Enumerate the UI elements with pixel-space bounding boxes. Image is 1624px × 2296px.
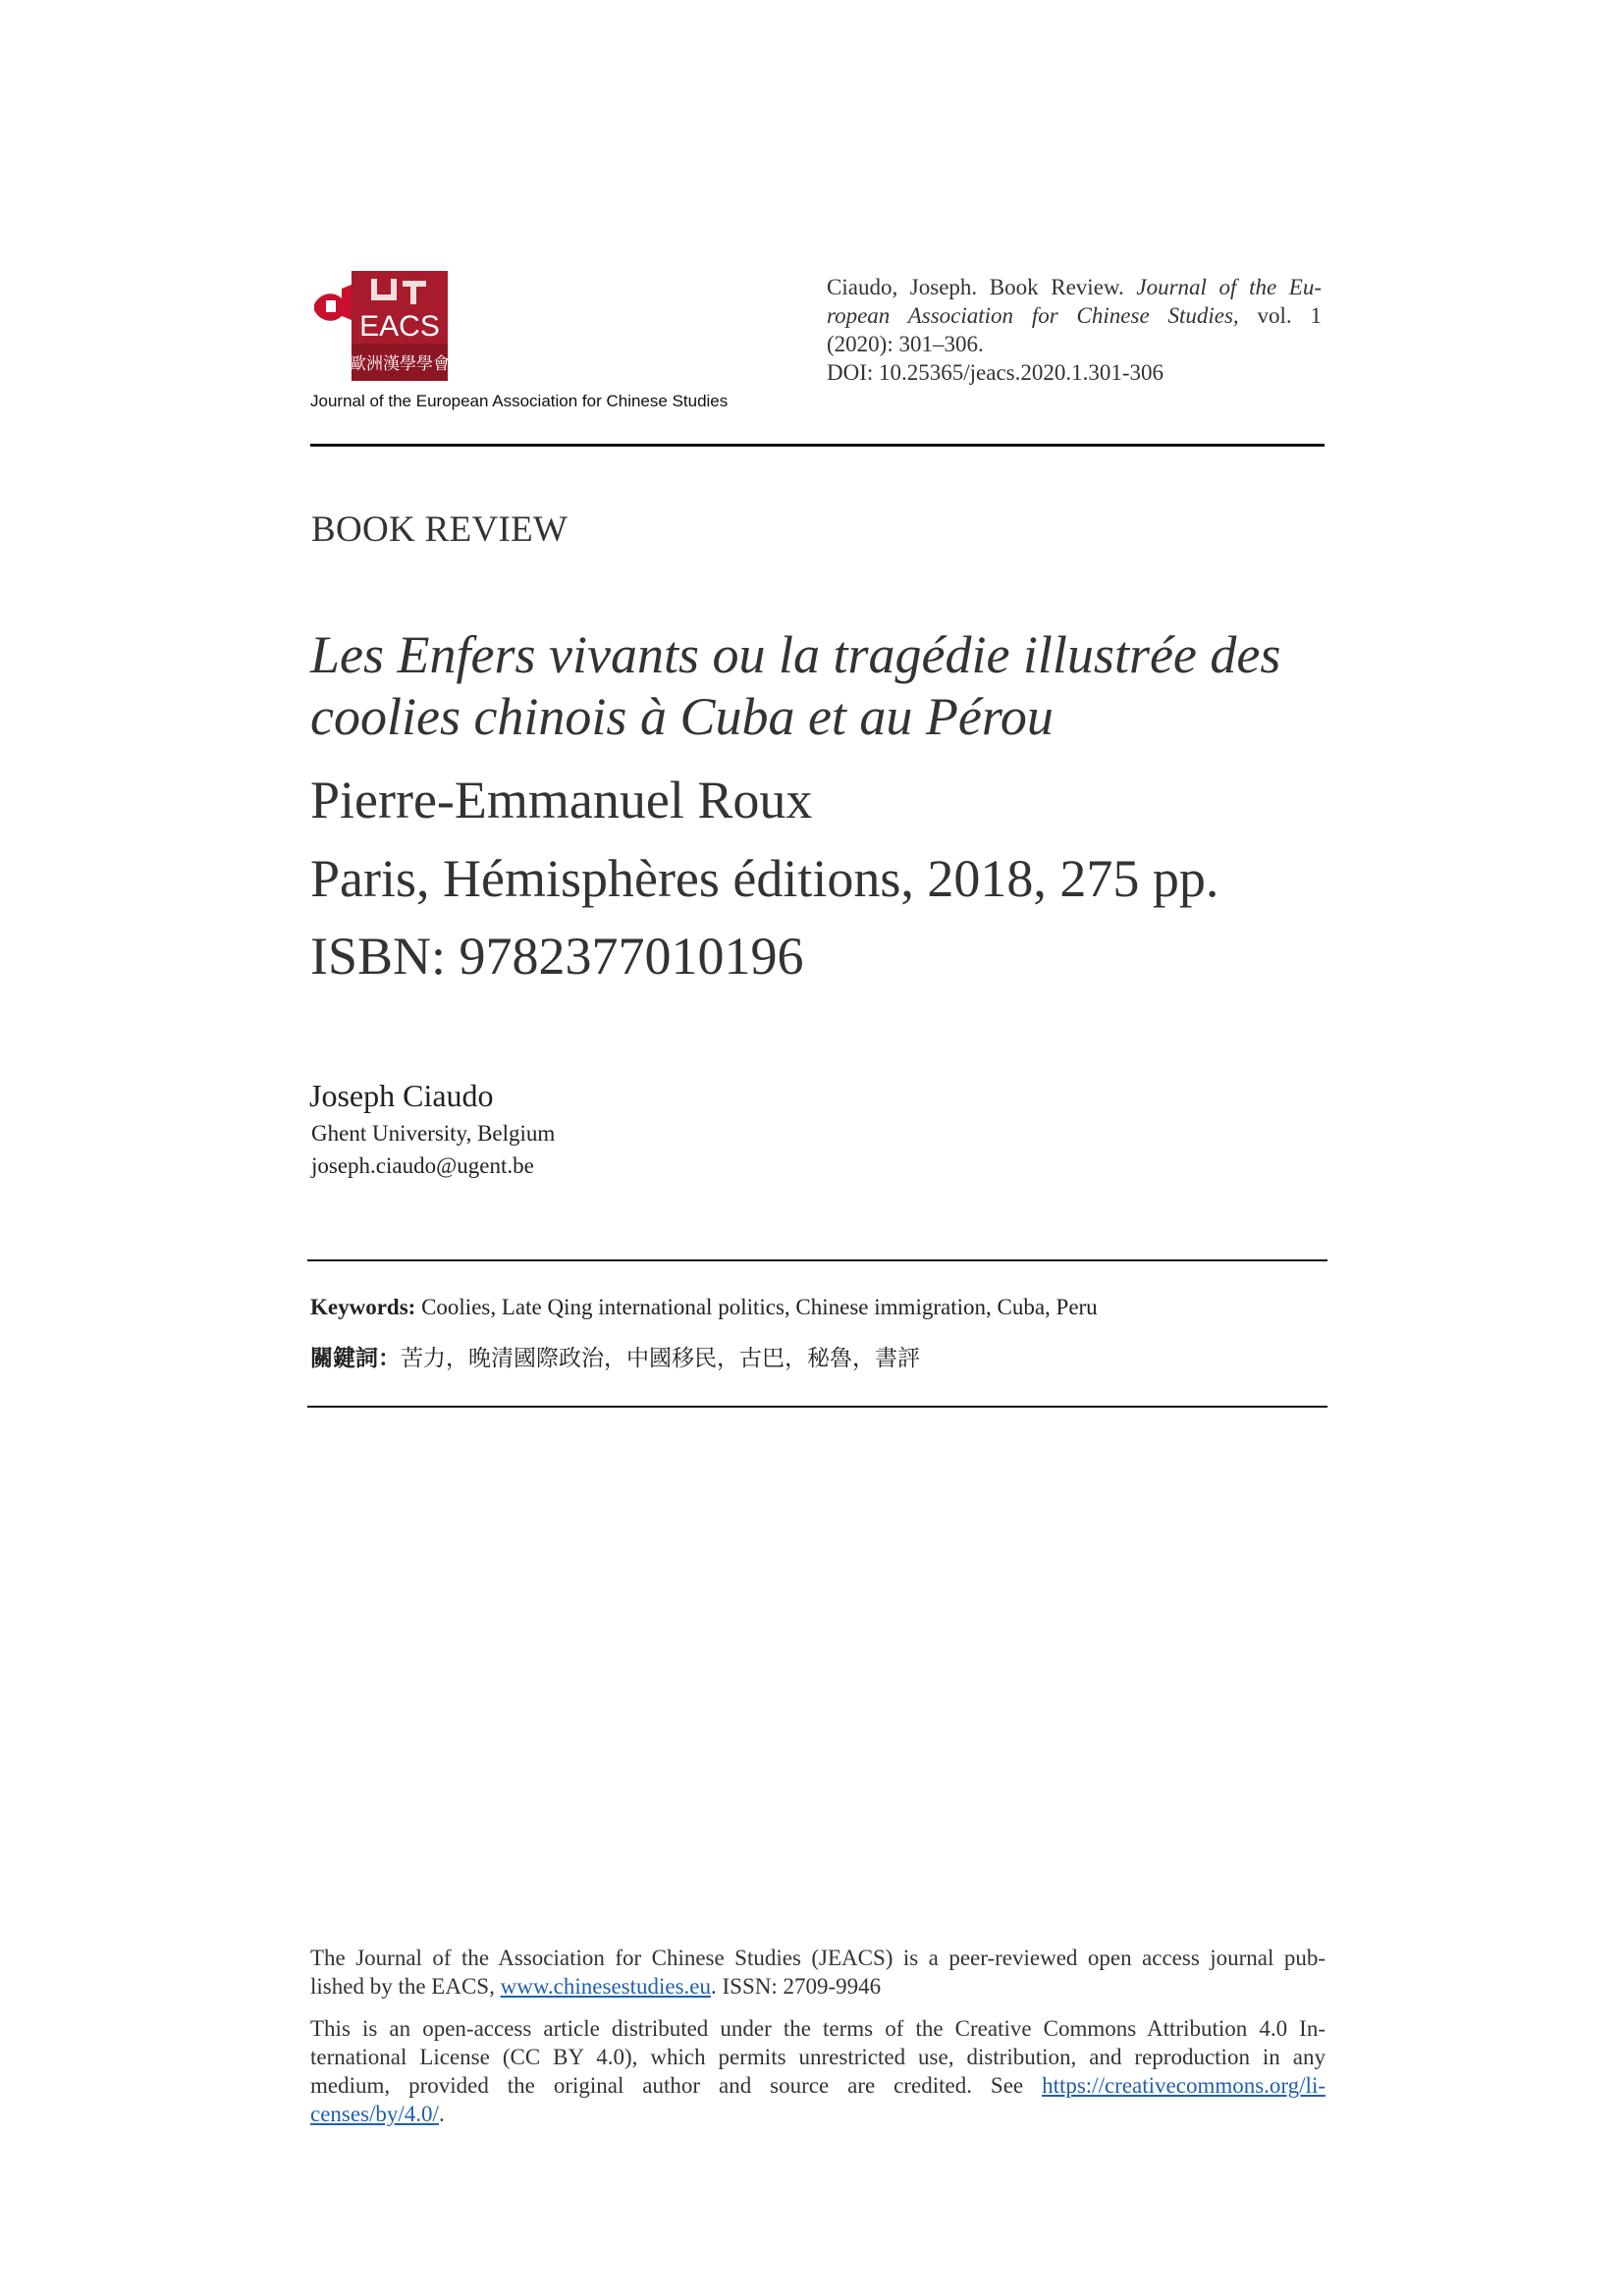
keywords-values: Coolies, Late Qing international politics, Chinese immigration, Cuba, Peru xyxy=(415,1295,1098,1319)
citation-block xyxy=(827,273,1322,387)
logo-seal-notch xyxy=(326,300,336,312)
reviewer-email[interactable]: joseph.ciaudo@ugent.be xyxy=(311,1153,534,1178)
chinesestudies-link[interactable]: www.chinesestudies.eu xyxy=(500,1974,711,1999)
reviewer-affiliation: Ghent University, Belgium xyxy=(311,1121,556,1146)
footer-license-line-3-text: medium, provided the original author and source are credited. See xyxy=(310,2073,1043,2098)
keywords-chinese xyxy=(310,1340,920,1372)
footer-journal-line-1: The Journal of the Association for Chinese Studies (JEACS) is a peer-reviewed open access journal pub- xyxy=(310,1946,1326,1970)
section-label: BOOK REVIEW xyxy=(311,509,568,550)
logo-chinese-text: 歐洲漢學學會 xyxy=(350,354,448,374)
footer-license-line-2: ternational License (CC BY 4.0), which permits unrestricted use, distribution, and reproduction in any xyxy=(310,2045,1326,2069)
keywords-label: Keywords: xyxy=(310,1295,416,1319)
footer-license-line-3 xyxy=(310,2071,1326,2100)
citation-line-1 xyxy=(827,273,1322,301)
keywords-chinese-values: 苦力，晚清國際政治，中國移民，古巴，秘魯，書評 xyxy=(401,1346,920,1371)
book-title-line-1: Les Enfers vivants ou la tragédie illustrée des xyxy=(310,625,1281,684)
book-author: Pierre-Emmanuel Roux xyxy=(310,771,813,829)
keywords-english xyxy=(310,1295,1098,1320)
footer-license-line-4 xyxy=(310,2100,1326,2128)
book-title xyxy=(310,624,1341,748)
footer-license-line-1: This is an open-access article distributed under the terms of the Creative Commons Attribution 4.0 In- xyxy=(310,2016,1326,2041)
citation-line-2 xyxy=(827,301,1322,330)
footer-license-note xyxy=(310,2014,1326,2128)
citation-volume: vol. 1 xyxy=(1238,303,1322,328)
citation-journal-part1: Journal of the Eu- xyxy=(1136,275,1322,299)
book-publisher: Paris, Hémisphères éditions, 2018, 275 pp. xyxy=(310,849,1219,908)
citation-authors: Ciaudo, Joseph. Book Review. xyxy=(827,275,1137,299)
logo-eacs-text: EACS xyxy=(359,310,440,343)
citation-year-pages: (2020): 301–306. xyxy=(827,332,984,356)
journal-name: Journal of the European Association for Chinese Studies xyxy=(310,392,729,410)
footer-journal-note xyxy=(310,1944,1326,2001)
license-link-part-1[interactable]: https://creativecommons.org/li- xyxy=(1042,2073,1326,2098)
footer-license-end: . xyxy=(438,2102,445,2126)
keywords-divider-bottom xyxy=(307,1406,1327,1408)
header-divider xyxy=(310,444,1325,447)
citation-journal-part2: ropean Association for Chinese Studies, xyxy=(827,303,1239,328)
citation-doi: DOI: 10.25365/jeacs.2020.1.301-306 xyxy=(827,360,1164,385)
eacs-logo xyxy=(312,271,448,381)
eacs-logo-graphic xyxy=(312,271,448,381)
book-isbn: ISBN: 9782377010196 xyxy=(310,927,804,986)
footer-published-by: lished by the EACS, xyxy=(310,1974,501,1999)
footer-issn: . ISSN: 2709-9946 xyxy=(711,1974,882,1999)
keywords-divider-top xyxy=(307,1259,1327,1261)
license-link-part-2[interactable]: censes/by/4.0/ xyxy=(310,2102,439,2126)
footer-journal-line-2 xyxy=(310,1972,1326,2001)
reviewer-name: Joseph Ciaudo xyxy=(309,1078,494,1113)
book-title-line-2: coolies chinois à Cuba et au Pérou xyxy=(310,687,1054,746)
keywords-chinese-label: 關鍵詞： xyxy=(310,1346,401,1371)
